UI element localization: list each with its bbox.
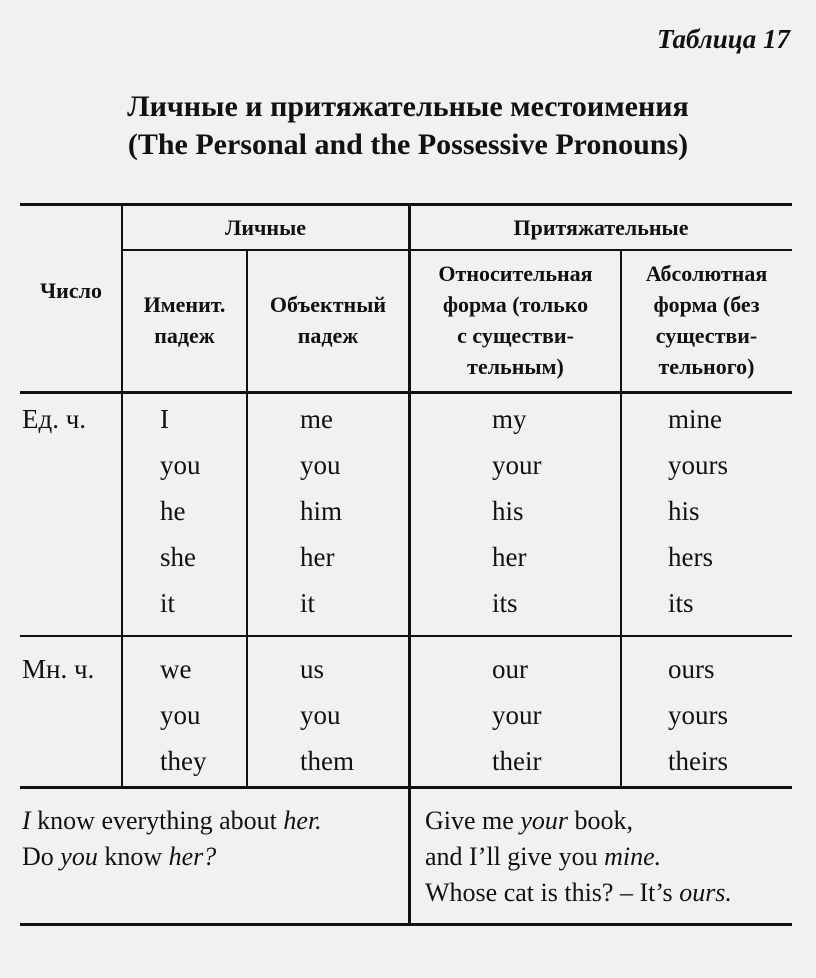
list-item: he [160,496,186,526]
singular-nominative [160,396,201,626]
example-line [425,803,732,839]
list-item: we [160,654,192,684]
singular-absolute [668,396,728,626]
list-item: their [492,746,542,776]
list-item: I [160,404,169,434]
header-personal: Личные [224,215,307,240]
example-text: and I’ll give you [425,842,605,871]
title-line-1: Личные и притяжательные местоимения [127,90,689,123]
example-text: book, [567,806,633,835]
header-objective [247,289,409,351]
list-item: hers [668,542,713,572]
header-relative-line: тельным) [467,354,564,379]
list-item: you [160,450,201,480]
list-item: him [300,496,343,526]
singular-label: Ед. ч. [22,404,87,434]
header-objective-line: Объектный [269,292,387,317]
list-item: they [160,746,207,776]
list-item: her [300,542,335,572]
list-item: yours [668,700,728,730]
list-item: my [492,404,527,434]
plural-nominative [160,646,207,784]
header-nominative-line: падеж [154,323,215,348]
header-relative-form [410,258,621,382]
example-line [22,839,322,875]
example-emphasis: her? [168,842,217,871]
list-item: his [668,496,700,526]
header-absolute-line: тельного) [658,354,755,379]
rule-header-split [122,249,792,251]
header-relative-line: с существи- [457,323,574,348]
list-item: theirs [668,746,728,776]
header-absolute-line: существи- [655,323,758,348]
header-objective-line: падеж [297,323,359,348]
list-item: his [492,496,524,526]
rule-bottom [20,923,792,926]
list-item: our [492,654,528,684]
list-item: yours [668,450,728,480]
example-emphasis: mine. [604,842,662,871]
list-item: it [160,588,176,618]
example-text: Whose cat is this? – It’s [425,878,680,907]
rule-singular-bottom [20,635,792,637]
plural-relative [492,646,542,784]
singular-objective [300,396,342,626]
example-emphasis: I [22,806,31,835]
example-emphasis: you [60,842,98,871]
list-item: her [492,542,527,572]
list-item: you [160,700,201,730]
example-right [425,803,732,911]
example-emphasis: ours. [679,878,732,907]
header-nominative-line: Именит. [143,292,226,317]
header-nominative [122,289,247,351]
example-left [22,803,322,875]
list-item: you [300,700,341,730]
title-line-2: (The Personal and the Possessive Pronouns) [127,128,689,161]
pronoun-table [20,203,792,926]
list-item: ours [668,654,715,684]
header-relative-line: форма (только [442,292,589,317]
header-relative-line: Относительная [438,261,593,286]
example-text: Do [22,842,61,871]
example-emphasis: your [520,806,568,835]
list-item: me [300,404,333,434]
example-emphasis: her. [283,806,322,835]
list-item: your [492,450,542,480]
page-title [0,88,816,164]
header-absolute-line: форма (без [653,292,760,317]
plural-absolute [668,646,728,784]
rule-top [20,203,792,206]
example-text: Give me [425,806,521,835]
list-item: its [492,588,518,618]
rule-plural-bottom [20,786,792,789]
example-line [425,839,732,875]
rule-header-bottom [20,391,792,394]
example-line [22,803,322,839]
example-line [425,875,732,911]
list-item: she [160,542,196,572]
list-item: its [668,588,694,618]
table-label: Таблица 17 [657,24,790,54]
list-item: your [492,700,542,730]
plural-label: Мн. ч. [22,654,95,684]
header-possessive: Притяжательные [513,215,689,240]
example-text: know everything about [30,806,284,835]
list-item: them [300,746,354,776]
list-item: it [300,588,316,618]
list-item: us [300,654,325,684]
header-number: Число [40,278,102,303]
header-absolute-form [621,258,792,382]
example-text: know [97,842,169,871]
plural-objective [300,646,354,784]
list-item: mine [668,404,722,434]
header-absolute-line: Абсолютная [645,261,768,286]
list-item: you [300,450,341,480]
singular-relative [492,396,542,626]
